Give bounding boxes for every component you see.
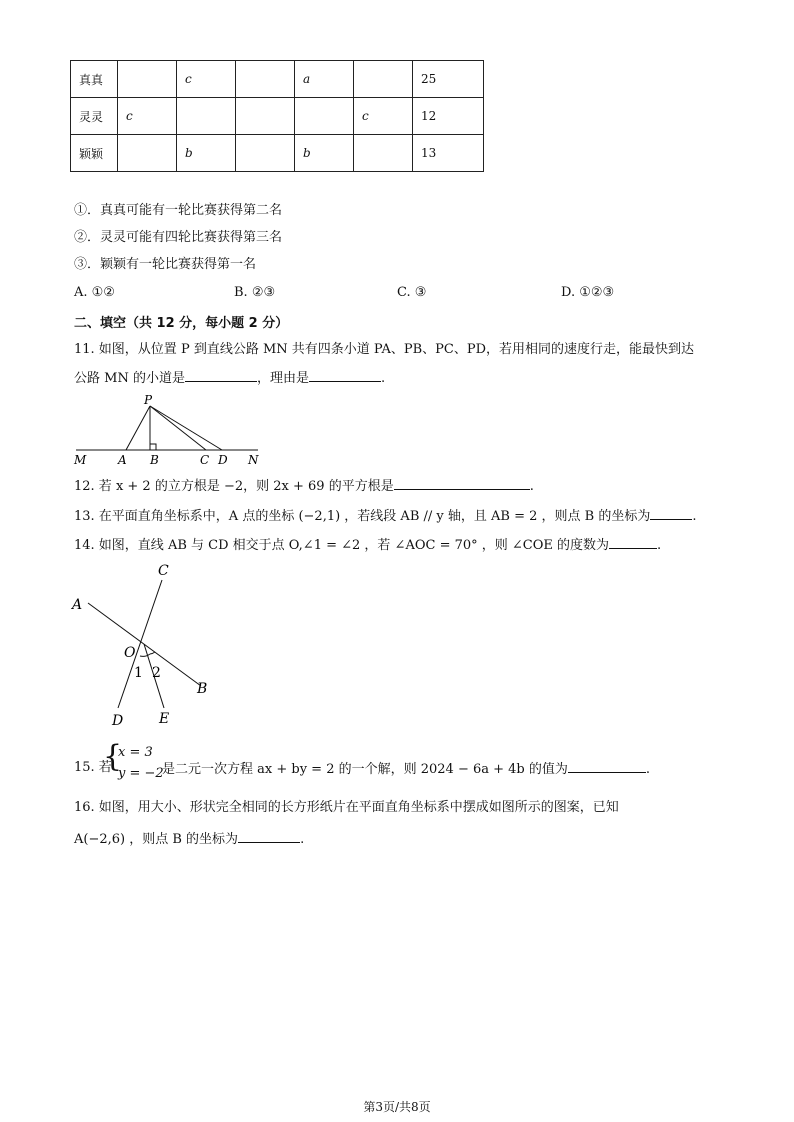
label-c: C [158, 563, 169, 579]
q13 [74, 506, 696, 526]
label-a: A [118, 453, 127, 467]
segment-pd [150, 406, 222, 450]
row-name: 灵灵 [71, 98, 118, 135]
q15-answer-blank[interactable] [568, 759, 646, 773]
angle-1-arc [140, 654, 150, 656]
q11-text-a: 公路 MN 的小道是 [74, 371, 185, 386]
row-name: 颖颖 [71, 135, 118, 172]
choice-c[interactable]: C. ③ [397, 285, 427, 300]
label-e: E [159, 711, 170, 727]
table-row [71, 98, 484, 135]
label-b: B [197, 681, 208, 697]
total-cell: 25 [413, 61, 484, 98]
q14-end: . [657, 538, 662, 553]
score-cell [236, 135, 295, 172]
q16-end: . [300, 832, 305, 847]
score-cell [236, 61, 295, 98]
label-b: B [150, 453, 159, 467]
statement-3: ③．颖颖有一轮比赛获得第一名 [74, 257, 257, 272]
right-angle-mark [150, 444, 156, 450]
score-cell: c [354, 98, 413, 135]
score-cell [118, 135, 177, 172]
q11-text-b: ，理由是 [256, 371, 309, 386]
q11-line2 [74, 368, 385, 388]
score-cell [118, 61, 177, 98]
label-angle-1: 1 [134, 665, 143, 681]
q12-text: 12. 若 x + 2 的立方根是 −2，则 2x + 69 的平方根是 [74, 479, 394, 494]
q11-answer-blank-2[interactable] [309, 368, 381, 382]
label-c: C [200, 453, 210, 467]
q16-line2 [74, 829, 304, 849]
q16-text: A(−2,6) ，则点 B 的坐标为 [74, 832, 239, 847]
score-cell: b [177, 135, 236, 172]
score-cell: a [295, 61, 354, 98]
q15-end: . [645, 762, 651, 777]
label-a: A [72, 597, 83, 613]
q13-answer-blank[interactable] [650, 506, 692, 520]
q12-answer-blank[interactable] [394, 476, 530, 490]
angle-2-arc [150, 652, 155, 654]
q16-line1: 16. 如图，用大小、形状完全相同的长方形纸片在平面直角坐标系中摆成如图所示的图案，已知 [74, 800, 619, 815]
q15-text: 是二元一次方程 ax + by = 2 的一个解，则 2024 − 6a + 4b 的值为 [162, 762, 568, 777]
q13-text: 13. 在平面直角坐标系中，A 点的坐标 (−2,1) ，若线段 AB // y 轴，且 AB = 2 ，则点 B 的坐标为 [74, 509, 651, 524]
q13-end: . [692, 509, 697, 524]
label-n: N [248, 453, 259, 467]
q14 [74, 535, 661, 555]
score-cell [177, 98, 236, 135]
q15-main [162, 759, 650, 779]
total-cell: 12 [413, 98, 484, 135]
score-cell [295, 98, 354, 135]
q11-text-c: . [380, 371, 386, 386]
q16-answer-blank[interactable] [238, 829, 300, 843]
score-cell: b [295, 135, 354, 172]
q15-prefix: 15. 若 [74, 760, 112, 775]
q12-end: . [529, 479, 534, 494]
q11-answer-blank-1[interactable] [185, 368, 257, 382]
segment-pa [126, 406, 150, 450]
label-p: P [144, 393, 153, 407]
label-d: D [218, 453, 228, 467]
statement-1: ①．真真可能有一轮比赛获得第二名 [74, 203, 283, 218]
choice-d[interactable]: D. ①②③ [561, 285, 615, 300]
choice-b[interactable]: B. ②③ [234, 285, 276, 300]
row-name: 真真 [71, 61, 118, 98]
brace-icon: { [103, 739, 123, 774]
score-table [70, 60, 484, 172]
q15-eq2: y = −2 [118, 766, 164, 781]
statement-2: ②．灵灵可能有四轮比赛获得第三名 [74, 230, 283, 245]
score-cell: c [177, 61, 236, 98]
score-cell: c [118, 98, 177, 135]
q11-figure [70, 392, 270, 468]
label-angle-2: 2 [152, 665, 161, 681]
q14-figure [66, 558, 226, 730]
section-2-title: 二、填空（共 12 分，每小题 2 分） [74, 316, 289, 331]
score-cell [354, 61, 413, 98]
q11-line1: 11. 如图，从位置 P 到直线公路 MN 共有四条小道 PA、PB、PC、PD，若用相同的速度行走，能最快到达 [74, 342, 695, 357]
q15-eq1: x = 3 [118, 745, 153, 760]
page-footer: 第3页/共8页 [363, 1100, 431, 1114]
label-o: O [124, 645, 136, 661]
q12 [74, 476, 534, 496]
q14-text: 14. 如图，直线 AB 与 CD 相交于点 O,∠1 = ∠2 ，若 ∠AOC = 70° ，则 ∠COE 的度数为 [74, 538, 610, 553]
score-cell [236, 98, 295, 135]
score-cell [354, 135, 413, 172]
table-row [71, 135, 484, 172]
label-m: M [74, 453, 87, 467]
segment-pc [150, 406, 206, 450]
table-row [71, 61, 484, 98]
total-cell: 13 [413, 135, 484, 172]
q14-answer-blank[interactable] [609, 535, 657, 549]
choice-a[interactable]: A. ①② [74, 285, 115, 300]
label-d: D [112, 713, 124, 729]
line-cd [118, 580, 162, 708]
